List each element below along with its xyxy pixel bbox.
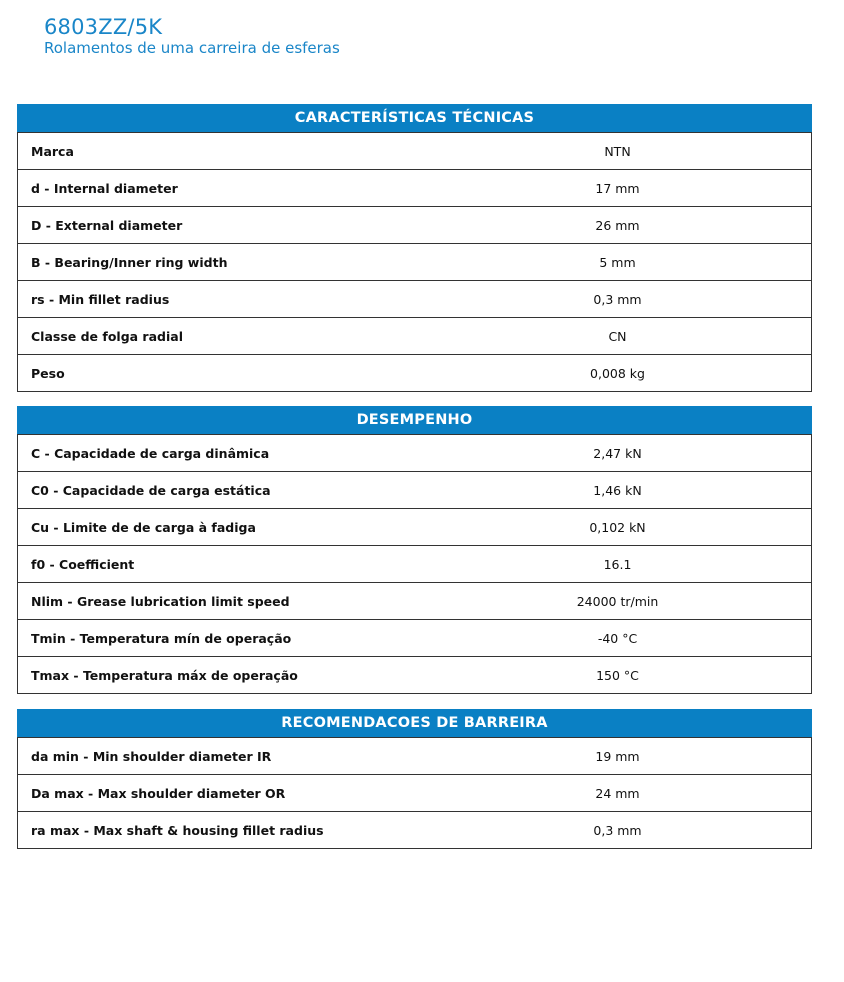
- section-header: CARACTERÍSTICAS TÉCNICAS: [17, 104, 812, 132]
- row-label: C - Capacidade de carga dinâmica: [31, 445, 270, 461]
- row-value: 17 mm: [595, 180, 640, 196]
- table-row: [18, 169, 811, 206]
- row-value: 26 mm: [595, 217, 640, 233]
- row-label: da min - Min shoulder diameter IR: [31, 748, 272, 764]
- section-header: RECOMENDACOES DE BARREIRA: [17, 709, 812, 737]
- row-label: Da max - Max shoulder diameter OR: [31, 785, 286, 801]
- table-row: [18, 243, 811, 280]
- table-row: [18, 811, 811, 848]
- row-label: C0 - Capacidade de carga estática: [31, 482, 271, 498]
- product-subtitle: Rolamentos de uma carreira de esferas: [44, 39, 340, 57]
- row-value: 0,102 kN: [589, 519, 646, 535]
- table-row: [18, 656, 811, 693]
- table-row: [18, 508, 811, 545]
- row-label: Peso: [31, 365, 65, 381]
- table-row: [18, 545, 811, 582]
- table-row: [18, 737, 811, 774]
- row-label: Cu - Limite de de carga à fadiga: [31, 519, 256, 535]
- section-shoulder-recommendations: [17, 709, 812, 849]
- table-row: [18, 582, 811, 619]
- row-label: Nlim - Grease lubrication limit speed: [31, 593, 290, 609]
- row-label: Tmax - Temperatura máx de operação: [31, 667, 298, 683]
- table-row: [18, 471, 811, 508]
- row-value: -40 °C: [597, 630, 638, 646]
- spec-table: [17, 737, 812, 849]
- row-label: D - External diameter: [31, 217, 183, 233]
- row-value: 24000 tr/min: [576, 593, 659, 609]
- row-value: 2,47 kN: [593, 445, 642, 461]
- table-row: [18, 280, 811, 317]
- row-value: 1,46 kN: [593, 482, 642, 498]
- section-performance: [17, 406, 812, 694]
- row-label: ra max - Max shaft & housing fillet radius: [31, 822, 324, 838]
- table-row: [18, 619, 811, 656]
- row-label: f0 - Coefficient: [31, 556, 135, 572]
- row-label: rs - Min fillet radius: [31, 291, 170, 307]
- row-label: Tmin - Temperatura mín de operação: [31, 630, 292, 646]
- spec-table: [17, 434, 812, 694]
- row-label: Classe de folga radial: [31, 328, 183, 344]
- product-header: [44, 14, 340, 57]
- table-row: [18, 317, 811, 354]
- row-label: d - Internal diameter: [31, 180, 178, 196]
- row-value: CN: [608, 328, 627, 344]
- row-label: Marca: [31, 143, 74, 159]
- table-row: [18, 434, 811, 471]
- table-row: [18, 774, 811, 811]
- row-value: 0,3 mm: [593, 822, 642, 838]
- section-technical-characteristics: [17, 104, 812, 392]
- table-row: [18, 206, 811, 243]
- table-row: [18, 132, 811, 169]
- section-header: DESEMPENHO: [17, 406, 812, 434]
- row-value: 150 °C: [596, 667, 639, 683]
- row-value: 5 mm: [599, 254, 636, 270]
- row-label: B - Bearing/Inner ring width: [31, 254, 228, 270]
- spec-table: [17, 132, 812, 392]
- row-value: 24 mm: [595, 785, 640, 801]
- row-value: 0,008 kg: [590, 365, 645, 381]
- table-row: [18, 354, 811, 391]
- product-title: 6803ZZ/5K: [44, 15, 163, 39]
- row-value: NTN: [604, 143, 631, 159]
- row-value: 16.1: [603, 556, 632, 572]
- row-value: 19 mm: [595, 748, 640, 764]
- row-value: 0,3 mm: [593, 291, 642, 307]
